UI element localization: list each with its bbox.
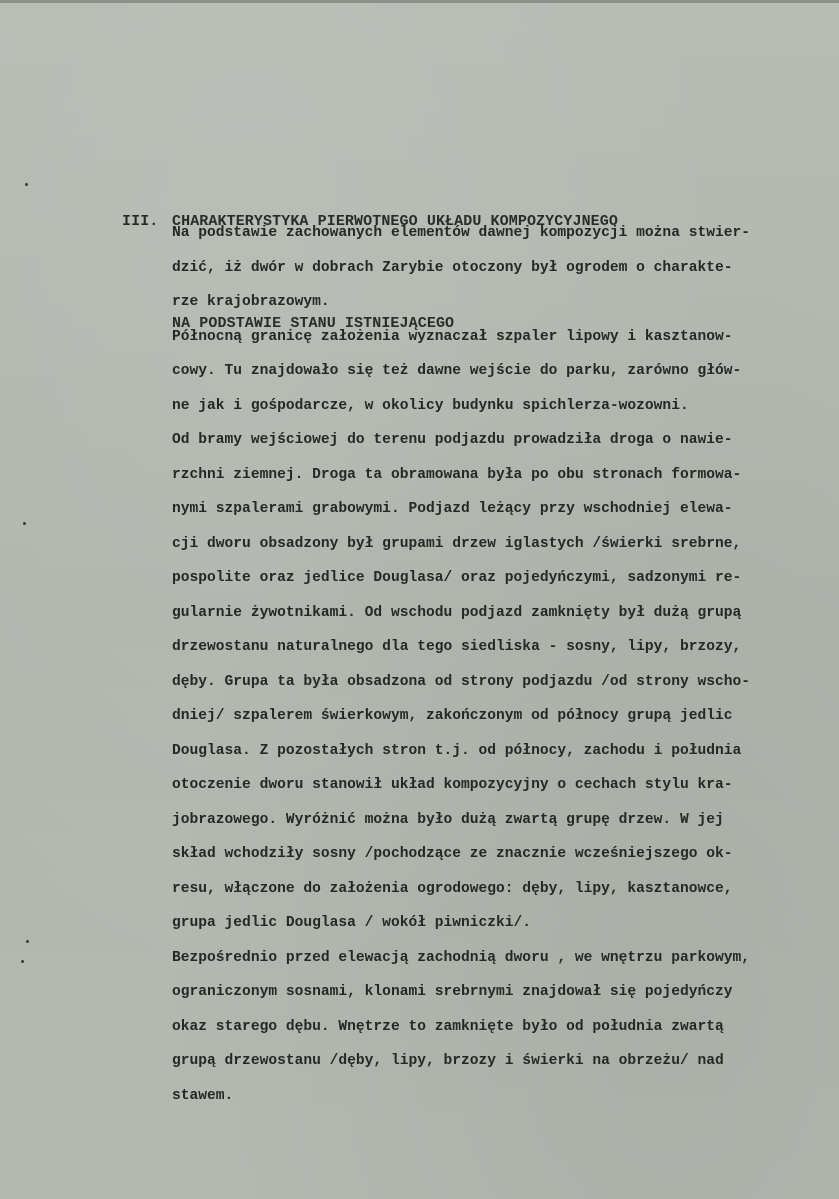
text-line: ne jak i gośpodarcze, w okolicy budynku spichlerza-wozowni. xyxy=(172,397,689,414)
text-line: skład wchodziły sosny /pochodzące ze znacznie wcześniejszego ok- xyxy=(172,846,733,862)
text-line: drzewostanu naturalnego dla tego siedliska - sosny, lipy, brzozy, xyxy=(172,639,742,655)
margin-dot-mark xyxy=(25,183,28,186)
text-line: dęby. Grupa ta była obsadzona od strony podjazdu /od strony wscho- xyxy=(172,673,751,690)
margin-dot-mark xyxy=(26,940,29,943)
text-line: Bezpośrednio przed elewacją zachodnią dworu , we wnętrzu parkowym, xyxy=(172,949,751,966)
text-line: jobrazowego. Wyróżnić można było dużą zwartą grupę drzew. W jej xyxy=(172,811,724,828)
page-top-edge xyxy=(0,0,839,3)
text-line: Douglasa. Z pozostałych stron t.j. od północy, zachodu i południa xyxy=(172,742,742,759)
margin-dot-mark xyxy=(21,960,24,963)
text-line: rzchni ziemnej. Droga ta obramowana była po obu stronach formowa- xyxy=(172,466,742,483)
text-line: otoczenie dworu stanowił układ kompozycyjny o cechach stylu kra- xyxy=(172,777,733,793)
text-line: cji dworu obsadzony był grupami drzew iglastych /świerki srebrne, xyxy=(172,535,742,552)
text-line: resu, włączone do założenia ogrodowego: dęby, lipy, kasztanowce, xyxy=(172,880,733,897)
text-line: ograniczonym sosnami, klonami srebrnymi znajdował się pojedyńczy xyxy=(172,984,733,1000)
text-line: nymi szpalerami grabowymi. Podjazd leżący przy wschodniej elewa- xyxy=(172,501,733,517)
text-line: cowy. Tu znajdowało się też dawne wejście do parku, zarówno głów- xyxy=(172,363,742,379)
text-line: dniej/ szpalerem świerkowym, zakończonym od północy grupą jedlic xyxy=(172,708,733,724)
section-number: III. xyxy=(122,213,159,230)
text-line: okaz starego dębu. Wnętrze to zamknięte było od południa zwartą xyxy=(172,1018,724,1035)
heading-subtitle: NA PODSTAWIE STANU ISTNIEJĄCEGO xyxy=(172,315,455,332)
text-line: dzić, iż dwór w dobrach Zarybie otoczony był ogrodem o charakte- xyxy=(172,259,733,276)
body-text xyxy=(172,216,832,1113)
text-line: stawem. xyxy=(172,1087,234,1104)
text-line: grupa jedlic Douglasa / wokół piwniczki/. xyxy=(172,915,532,931)
margin-dot-mark xyxy=(23,522,26,525)
heading-title: CHARAKTERYSTYKA PIERWOTNEGO UKŁADU KOMPOZYCYJNEGO xyxy=(172,213,618,230)
text-line: rze krajobrazowym. xyxy=(172,294,330,310)
text-line: pospolite oraz jedlice Douglasa/ oraz pojedyńczymi, sadzonymi re- xyxy=(172,570,742,586)
text-line: grupą drzewostanu /dęby, lipy, brzozy i świerki na obrzeżu/ nad xyxy=(172,1053,724,1069)
text-line: Od bramy wejściowej do terenu podjazdu prowadziła droga o nawie- xyxy=(172,432,733,448)
text-line: gularnie żywotnikami. Od wschodu podjazd zamknięty był dużą grupą xyxy=(172,604,742,621)
text-line: Północną granicę założenia wyznaczał szpaler lipowy i kasztanow- xyxy=(172,328,733,345)
text-line: Na podstawie zachowanych elementów dawnej kompozycji można stwier- xyxy=(172,225,751,241)
